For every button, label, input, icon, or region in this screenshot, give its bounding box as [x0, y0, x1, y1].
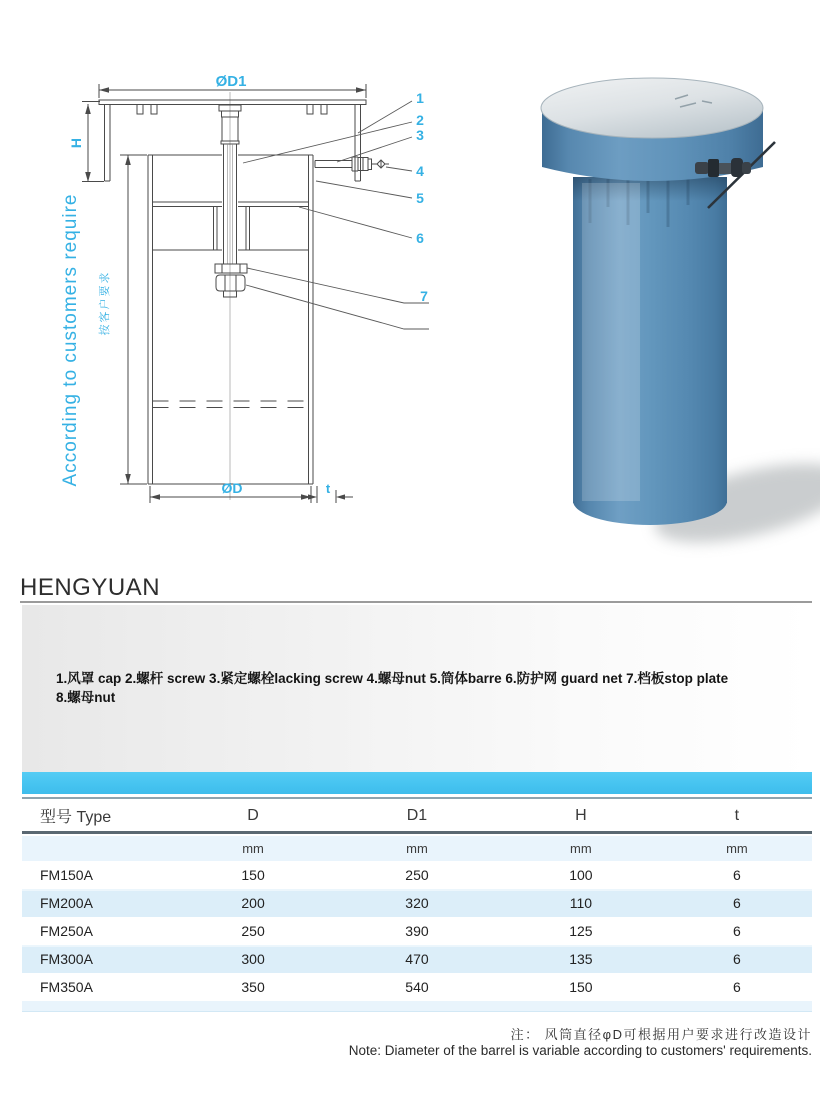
- guard-net: [153, 202, 309, 207]
- footnote-en: Note: Diameter of the barrel is variable according to customers' requirements.: [348, 1043, 812, 1058]
- callout-7: 7: [420, 288, 428, 304]
- cell-d: 250: [241, 923, 265, 939]
- cell-d: 300: [241, 951, 265, 967]
- parts-list-box: [22, 605, 812, 772]
- dim-label-t: t: [325, 481, 331, 496]
- cell-d1: 470: [405, 951, 429, 967]
- cap-plate: [99, 100, 366, 105]
- cell-d: 200: [241, 895, 265, 911]
- table-row: [22, 973, 812, 1001]
- cell-t: 6: [733, 895, 741, 911]
- table-units-row: [22, 834, 812, 861]
- photo-highlight: [582, 183, 640, 501]
- cell-d1: 390: [405, 923, 429, 939]
- cell-h: 135: [569, 951, 593, 967]
- dim-label-d: ØD: [221, 480, 243, 496]
- table-row: [22, 861, 812, 889]
- callout-6: 6: [416, 230, 424, 246]
- brand-rule: [20, 601, 812, 603]
- cell-type: FM250A: [40, 923, 93, 939]
- cell-t: 6: [733, 979, 741, 995]
- cell-t: 6: [733, 923, 741, 939]
- table-header-row: [22, 800, 812, 834]
- spec-table: [22, 800, 812, 1012]
- brand-title: HENGYUAN: [20, 574, 161, 601]
- cell-d1: 250: [405, 867, 429, 883]
- cap-skirt-left: [105, 105, 111, 182]
- photo-cap-top: [541, 78, 763, 138]
- accent-underline: [22, 797, 812, 799]
- units-cell: mm: [242, 841, 264, 856]
- vertical-note-en: According to customers require: [60, 193, 81, 487]
- cap-clip-left: [137, 105, 157, 115]
- cell-d1: 320: [405, 895, 429, 911]
- cell-h: 150: [569, 979, 593, 995]
- units-cell: mm: [726, 841, 748, 856]
- dim-label-h: H: [68, 137, 84, 149]
- cell-type: FM350A: [40, 979, 93, 995]
- callout-3: 3: [416, 127, 424, 143]
- cell-type: FM300A: [40, 951, 93, 967]
- callout-1: 1: [416, 90, 424, 106]
- cap-clip-right: [307, 105, 327, 115]
- table-row: [22, 917, 812, 945]
- nut-assembly: [215, 264, 247, 297]
- units-cell: mm: [406, 841, 428, 856]
- col-header-d: D: [247, 806, 259, 824]
- barrel-walls: [148, 155, 313, 484]
- cell-t: 6: [733, 951, 741, 967]
- vertical-note-zh: 按客户要求: [99, 270, 111, 336]
- parts-list-line2: 8.螺母nut: [56, 690, 116, 705]
- cell-h: 110: [569, 895, 593, 911]
- cell-d: 150: [241, 867, 265, 883]
- footnote-zh: 注： 风筒直径φD可根据用户要求进行改造设计: [510, 1027, 812, 1042]
- product-photo: [490, 55, 820, 565]
- accent-bar: [22, 772, 812, 794]
- callout-5: 5: [416, 190, 424, 206]
- cell-t: 6: [733, 867, 741, 883]
- table-row: [22, 889, 812, 917]
- callout-2: 2: [416, 112, 424, 128]
- technical-drawing: [40, 30, 460, 570]
- cell-h: 100: [569, 867, 593, 883]
- col-header-h: H: [575, 806, 587, 824]
- callout-4: 4: [416, 163, 424, 179]
- parts-list-text: [56, 669, 776, 707]
- set-screw: [315, 157, 389, 171]
- cell-type: FM150A: [40, 867, 93, 883]
- units-cell: mm: [570, 841, 592, 856]
- callout-leaders: [243, 101, 429, 329]
- col-header-t: t: [734, 806, 740, 824]
- cell-h: 125: [569, 923, 593, 939]
- table-footer-strip: [22, 1001, 812, 1012]
- col-header-type: 型号 Type: [40, 809, 112, 826]
- cell-d: 350: [241, 979, 265, 995]
- col-header-d1: D1: [406, 806, 428, 824]
- break-lines: [153, 401, 309, 408]
- cell-d1: 540: [405, 979, 429, 995]
- dim-label-d1: ØD1: [215, 73, 247, 90]
- cell-type: FM200A: [40, 895, 93, 911]
- parts-list-line1: 1.风罩 cap 2.螺杆 screw 3.紧定螺栓lacking screw 4.螺母nut 5.筒体barre 6.防护网 guard net 7.档板stop plate: [56, 671, 729, 686]
- table-row: [22, 945, 812, 973]
